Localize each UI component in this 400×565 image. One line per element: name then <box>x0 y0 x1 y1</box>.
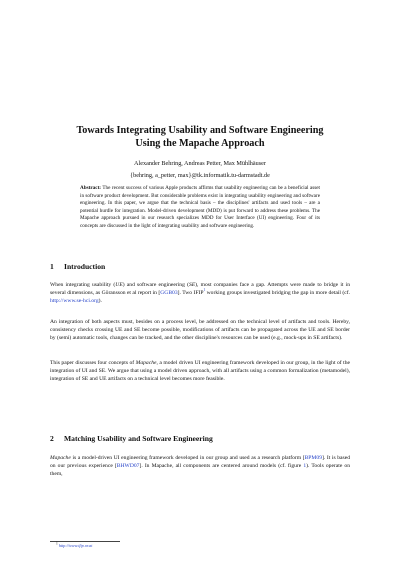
intro-paragraph-2: An integration of both aspects must, besides on a process level, be addressed on the technical level of artifacts and tools. Hereby, consistency checks crossing UE and SE become possible, modifications of artifacts can be propagated across the UE and SE border by (semi) automatic tools, changes can be tracked, and the other discipline's resources can be used (e.g., mock-ups in SE artifacts). <box>50 319 350 341</box>
mapache-term: Mapache <box>135 360 157 366</box>
figure-reference[interactable]: 1 <box>303 462 307 469</box>
abstract <box>80 185 320 231</box>
paper-title <box>50 124 350 150</box>
intro-paragraph-3: This paper discusses four concepts of Mapache, a model driven UI engineering framework developed in our group, in the light of the integration of UI and SE. We argue that using a model driven approach, with all artifacts using a common formalization (metamodel), integration of SE and UE artifacts on a technical level becomes more feasible. <box>50 360 350 382</box>
title-line-2: Using the Mapache Approach <box>135 138 265 149</box>
citation-bhwd07[interactable]: BHWD07 <box>116 462 140 469</box>
abstract-text: The recent success of various Apple products affirms that usability engineering can be a beneficial asset in software product development. But considerable problems exist in integrating usability engineering and software engineering. In this paper, we argue that the technical basis – the disciplines' artifacts and used tools – are a potential hurdle for integration. Model-driven development (MDD) is put forward to address these problems. The Mapache approach pursued in our research specializes MDD for User Interface (UI) engineering. Four of its concepts are discussed in the light of integrating usability and software engineering. <box>80 185 320 229</box>
footnote-divider <box>50 541 120 542</box>
citation-ggb03[interactable]: GGB03 <box>160 289 178 296</box>
footnote-mark: 1 <box>56 541 58 546</box>
abbrev-ue: UE <box>115 282 123 288</box>
section-2-title: Matching Usability and Software Engineering <box>64 434 213 443</box>
section-2-heading <box>50 434 350 444</box>
section-2-paragraph-1: Mapache is a model-driven UI engineering framework developed in our group and used as a research platform [BPM09]. It is based on our previous experience [BHWD07]. In Mapache, all components are centered around models (cf. figure 1). Tools operate on them, <box>50 455 350 477</box>
section-2-number: 2 <box>50 434 54 443</box>
author-email: {behring, a_petter, max}@tk.informatik.tu-darmstadt.de <box>130 172 270 179</box>
author-list: Alexander Behring, Andreas Petter, Max Mühlhäuser <box>134 160 266 167</box>
title-line-1: Towards Integrating Usability and Software Engineering <box>76 125 324 136</box>
mapache-term: Mapache <box>50 455 71 461</box>
section-1-number: 1 <box>50 262 54 271</box>
intro-paragraph-1: When integrating usability (UE) and software engineering (SE), most companies face a gap. Attempts were made to bridge it in several dimensions, as Göransson et al report in [GGB03]. Two IFIP$^1$ working groups investigated bridging the gap in more detail (cf. http://www.se-hci.org). <box>50 282 350 304</box>
footnote-url[interactable]: http://www.ifip.or.at <box>58 543 93 548</box>
footnote <box>56 543 92 549</box>
se-hci-link[interactable]: http://www.se-hci.org <box>50 297 99 304</box>
section-1-heading <box>50 262 350 272</box>
footnote-marker[interactable]: 1 <box>203 287 206 292</box>
abstract-label: Abstract: <box>80 185 102 191</box>
abbrev-se: SE <box>188 282 196 288</box>
section-1-title: Introduction <box>64 262 106 271</box>
citation-bpm09[interactable]: BPM09 <box>304 455 322 461</box>
